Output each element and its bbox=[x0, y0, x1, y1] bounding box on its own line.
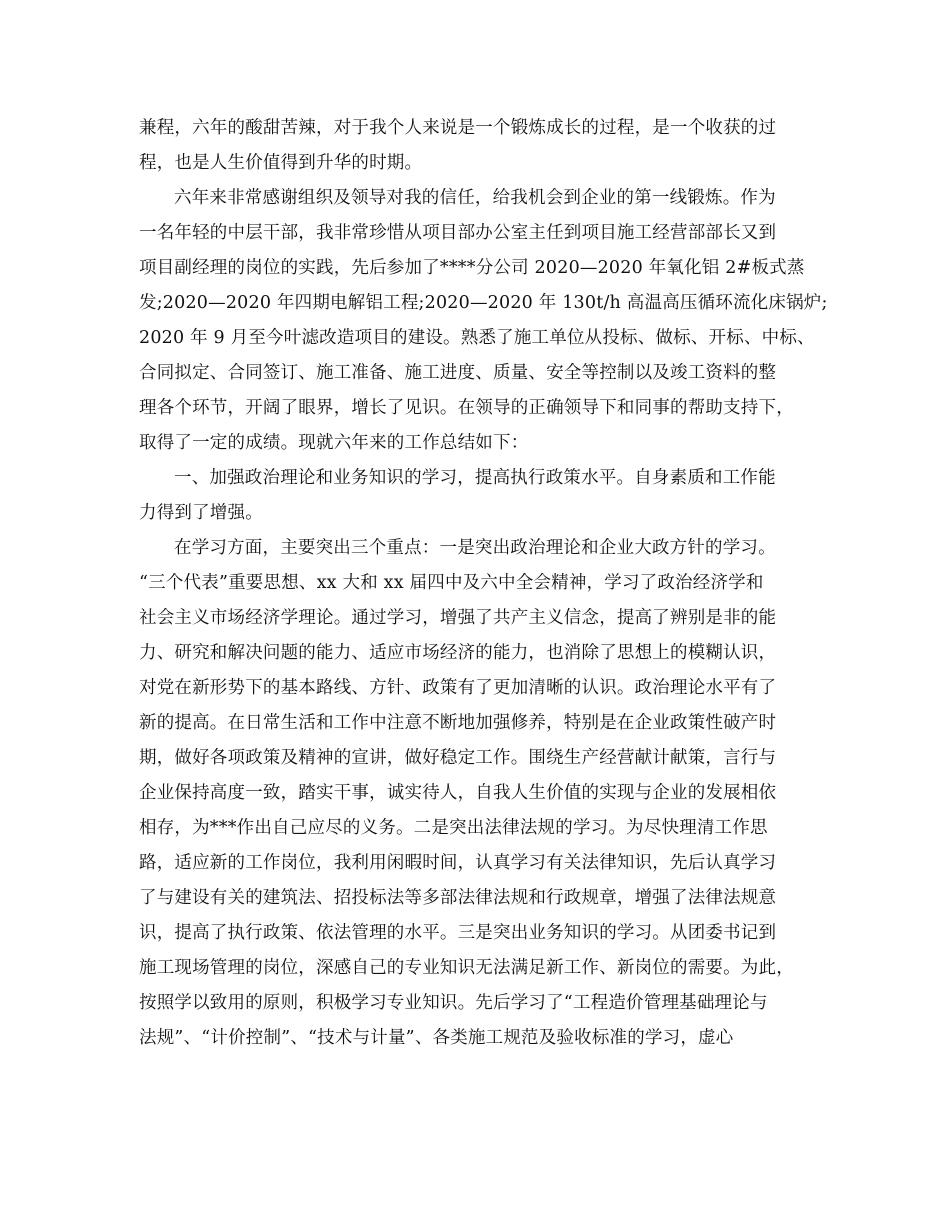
text-line: “三个代表”重要思想、xx 大和 xx 届四中及六中全会精神，学习了政治经济学和 bbox=[139, 573, 764, 593]
text-line: 理各个环节，开阔了眼界，增长了见识。在领导的正确领导下和同事的帮助支持下， bbox=[139, 398, 794, 418]
text-line: 企业保持高度一致，踏实干事，诚实待人，自我人生价值的实现与企业的发展相依 bbox=[139, 783, 777, 803]
text-line: 对党在新形势下的基本路线、方针、政策有了更加清晰的认识。政治理论水平有了 bbox=[139, 678, 777, 698]
text-line: 发;2020—2020 年四期电解铝工程;2020—2020 年 130t/h 高温高压循环流化床锅炉; bbox=[139, 293, 828, 313]
text-line: 合同拟定、合同签订、施工准备、施工进度、质量、安全等控制以及竣工资料的整 bbox=[139, 363, 777, 383]
paragraph-start-line: 六年来非常感谢组织及领导对我的信任，给我机会到企业的第一线锻炼。作为 bbox=[174, 188, 776, 208]
text-line: 期，做好各项政策及精神的宣讲，做好稳定工作。围绕生产经营献计献策，言行与 bbox=[139, 748, 777, 768]
text-line: 力、研究和解决问题的能力、适应市场经济的能力，也消除了思想上的模糊认识， bbox=[139, 643, 777, 663]
text-line: 按照学以致用的原则，积极学习专业知识。先后学习了“工程造价管理基础理论与 bbox=[139, 993, 768, 1013]
text-line: 程，也是人生价值得到升华的时期。 bbox=[139, 153, 423, 173]
section-heading-line: 一、加强政治理论和业务知识的学习，提高执行政策水平。自身素质和工作能 bbox=[174, 468, 776, 488]
text-line: 兼程，六年的酸甜苦辣，对于我个人来说是一个锻炼成长的过程，是一个收获的过 bbox=[139, 118, 777, 138]
text-line: 识，提高了执行政策、依法管理的水平。三是突出业务知识的学习。从团委书记到 bbox=[139, 923, 777, 943]
text-line: 相存，为***作出自己应尽的义务。二是突出法律法规的学习。为尽快理清工作思 bbox=[139, 818, 768, 838]
section-heading-line: 力得到了增强。 bbox=[139, 503, 263, 523]
text-line: 施工现场管理的岗位，深感自己的专业知识无法满足新工作、新岗位的需要。为此， bbox=[139, 958, 794, 978]
paragraph-start-line: 在学习方面，主要突出三个重点：一是突出政治理论和企业大政方针的学习。 bbox=[174, 538, 776, 558]
text-line: 取得了一定的成绩。现就六年来的工作总结如下： bbox=[139, 433, 529, 453]
text-line: 法规”、“计价控制”、“技术与计量”、各类施工规范及验收标准的学习，虚心 bbox=[139, 1028, 734, 1048]
text-line: 一名年轻的中层干部，我非常珍惜从项目部办公室主任到项目施工经营部部长又到 bbox=[139, 223, 777, 243]
text-line: 项目副经理的岗位的实践，先后参加了****分公司 2020—2020 年氧化铝 2#板式蒸 bbox=[139, 258, 805, 278]
text-line: 2020 年 9 月至今叶滤改造项目的建设。熟悉了施工单位从投标、做标、开标、中标、 bbox=[139, 328, 815, 348]
text-line: 社会主义市场经济学理论。通过学习，增强了共产主义信念，提高了辨别是非的能 bbox=[139, 608, 777, 628]
text-line: 路，适应新的工作岗位，我利用闲暇时间，认真学习有关法律知识，先后认真学习 bbox=[139, 853, 777, 873]
text-line: 了与建设有关的建筑法、招投标法等多部法律法规和行政规章，增强了法律法规意 bbox=[139, 888, 777, 908]
text-line: 新的提高。在日常生活和工作中注意不断地加强修养，特别是在企业政策性破产时 bbox=[139, 713, 777, 733]
